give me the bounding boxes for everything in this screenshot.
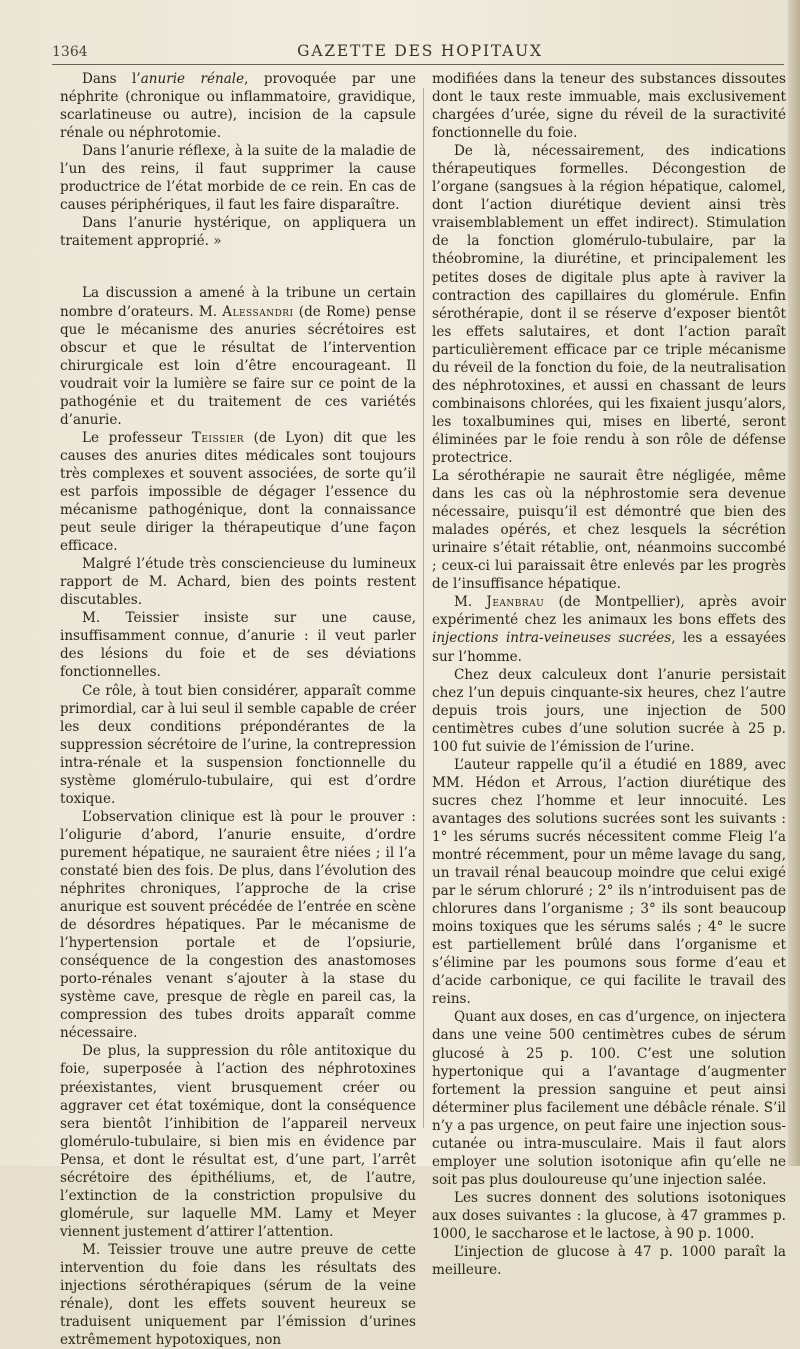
column-divider — [423, 88, 424, 1128]
paragraph-solutions: Les sucres donnent des solutions isotoniques aux doses suivantes : la glucose, à 47 grammes p. 1000, le saccharose et le lactose, à 90 p. 1000. — [432, 1189, 786, 1242]
paragraph-role: Ce rôle, à tout bien considérer, apparaît comme primordial, car à lui seul il semble capable de créer les deux conditions prépondérantes de la suppression sécrétoire de l’urine, la contrepression intra-rénale et la suspension fonctionnelle du système glomérulo-tubulaire, qui est d’ordre toxique. — [60, 682, 416, 807]
author-name: Jeanbrau — [486, 594, 545, 611]
paragraph-suppression: De plus, la suppression du rôle antitoxique du foie, superposée à l’action des néphrotoxines préexistantes, vient brusquement créer ou aggraver cet état toxémique, dont la conséquence sera bientôt l’inhibition de l’appareil nerveux glomérulo-tubulaire, si bien mis en évidence par Pensa, et dont le résultat est, d’une part, l’arrêt sécrétoire des épithéliums, et, de l’autre, l’extinction de la constriction propulsive du glomérule, sur laquelle MM. Lamy et Meyer viennent justement d’attirer l’attention. — [60, 1043, 416, 1240]
page-number: 1364 — [52, 44, 88, 60]
paragraph-discussion: La discussion a amené à la tribune un certain nombre d’orateurs. M. Alessandri (de Rome) pense que le mécanisme des anuries sécrétoires est obscur et que le résultat de l’intervention chirurgicale est loin d’être encourageant. Il voudrait voir la lumière se faire sur ce point de la pathogénie et du traitement de ces variétés d’anurie. — [60, 285, 416, 428]
paragraph-continuation: modifiées dans la teneur des substances dissoutes dont le taux reste immuable, mais exclusivement chargées d’urée, signe du réveil de la suractivité fonctionnelle du foie. — [432, 71, 786, 142]
paragraph-preuve: M. Teissier trouve une autre preuve de cette intervention du foie dans les résultats des injections sérothérapiques (sérum de la veine rénale), dont les effets souvent heureux se traduisent uniquement par l’émission d’urines extrêmement hypotoxiques, non — [60, 1241, 416, 1349]
paragraph-anurie-hysterique: Dans l’anurie hystérique, on appliquera un traitement approprié. » — [60, 215, 416, 250]
paragraph-anurie-renale: Dans l’anurie rénale, provoquée par une néphrite (chronique ou inflammatoire, gravidique, scarlatineuse ou autre), incision de la capsule rénale ou néphrotomie. — [60, 71, 416, 142]
page-edge-shadow — [788, 0, 800, 1166]
paragraph-glucose: L’injection de glucose à 47 p. 1000 paraît la meilleure. — [432, 1244, 786, 1279]
paragraph-teissier-cause: M. Teissier insiste sur une cause, insuffisamment connue, d’anurie : il veut parler des lésions du foie et de ses déviations fonctionnelles. — [60, 610, 416, 681]
emphasis-anurie-renale: anurie rénale — [140, 71, 245, 87]
author-name: Teissier — [191, 429, 245, 446]
header-rule — [52, 64, 784, 65]
right-column — [432, 70, 786, 1279]
emphasis-injections: injections intra-veineuses sucrées — [432, 630, 672, 647]
paragraph-observation: L’observation clinique est là pour le prouver : l’oligurie d’abord, l’anurie ensuite, d’ordre purement hépatique, ne sauraient être niées ; il l’a constaté bien des fois. De plus, dans l’évolution des néphrites chroniques, l’approche de la crise anurique est souvent précédée de l’entrée en scène de désordres hépatiques. Par le mécanisme de l’hypertension portale et de l’opsiurie, conséquence de la congestion des anastomoses porto-rénales venant s’ajouter à la stase du système cave, presque de règle en pareil cas, la compression des tubes droits apparaît comme nécessaire. — [60, 808, 416, 1042]
paragraph-anurie-reflexe: Dans l’anurie réflexe, à la suite de la maladie de l’un des reins, il faut supprimer la cause productrice de l’état morbide de ce rein. En cas de causes périphériques, il faut les faire disparaître. — [60, 143, 416, 214]
paragraph-achard: Malgré l’étude très consciencieuse du lumineux rapport de M. Achard, bien des points restent discutables. — [60, 556, 416, 609]
paragraph-teissier-intro: Le professeur Teissier (de Lyon) dit que les causes des anuries dites médicales sont toujours très complexes et souvent associées, de sorte qu’il est parfois impossible de dégager l’essence du mécanisme pathogénique, dont la connaissance peut seule diriger la thérapeutique d’une façon efficace. — [60, 429, 416, 555]
left-column — [60, 70, 416, 1349]
page-header — [52, 42, 788, 66]
paragraph-doses: Quant aux doses, en cas d’urgence, on injectera dans une veine 500 centimètres cubes de sérum glucosé à 25 p. 100. C’est une solution hypertonique qui a l’avantage d’augmenter fortement la pression sanguine et peut ainsi déterminer plus facilement une débâcle rénale. S’il n’y a pas urgence, on peut faire une injection sous-cutanée ou intra-musculaire. Mais il faut alors employer une solution isotonique afin qu’elle ne soit pas plus douloureuse qu’une injection salée. — [432, 1009, 786, 1188]
paragraph-serotherapie: La sérothérapie ne saurait être négligée, même dans les cas où la néphrostomie sera devenue nécessaire, puisqu’il est démontré que bien des malades opérés, et chez lesquels la sécrétion urinaire s’était rétablie, ont, néanmoins succombé ; ceux-ci lui paraissait être enlevés par les progrès de l’insuffisance hépatique. — [432, 468, 786, 593]
paragraph-jeanbrau: M. Jeanbrau (de Montpellier), après avoir expérimenté chez les animaux les bons effets des injections intra-veineuses sucrées, les a essayées sur l’homme. — [432, 594, 786, 665]
journal-title: GAZETTE DES HOPITAUX — [297, 42, 543, 60]
author-name: Alessandri — [222, 303, 294, 320]
paragraph-avantages: L’auteur rappelle qu’il a étudié en 1889, avec MM. Hédon et Arrous, l’action diurétique des sucres chez l’homme et leur innocuité. Les avantages des solutions sucrées sont les suivants : 1° les sérums sucrés nécessitent comme Fleig l’a montré récemment, pour un même lavage du sang, un travail rénal beaucoup moindre que celui exigé par le sérum chloruré ; 2° ils n’introduisent pas de chlorures dans l’organisme ; 3° ils sont beaucoup moins toxiques que les sérums salés ; 4° le sucre est partiellement brûlé dans l’organisme et s’élimine par les poumons sous forme d’eau et d’acide carbonique, ce qui facilite le travail des reins. — [432, 756, 786, 1008]
paragraph-indications: De là, nécessairement, des indications thérapeutiques formelles. Décongestion de l’organe (sangsues à la région hépatique, calomel, dont l’action diurétique devient ainsi très vraisemblablement un effet indirect). Stimulation de la fonction glomérulo-tubulaire, par la théobromine, la diurétine, et principalement les petites doses de digitale plus apte à raviver la contraction des capillaires du glomérule. Enfin sérothérapie, dont il se réserve d’exposer bientôt les effets salutaires, et dont l’action paraît particulièrement efficace par ce triple mécanisme du réveil de la fonction du foie, de la neutralisation des néphrotoxines, et aussi en chassant de leurs combinaisons chlorées, qui les fixaient jusqu’alors, les toxalbumines qui, mises en liberté, seront éliminées par le foie rendu à son rôle de défense protectrice. — [432, 143, 786, 466]
paragraph-calculeux: Chez deux calculeux dont l’anurie persistait chez l’un depuis cinquante-six heures, chez l’autre depuis trois jours, une injection de 500 centimètres cubes d’une solution sucrée à 25 p. 100 fut suivie de l’émission de l’urine. — [432, 666, 786, 755]
